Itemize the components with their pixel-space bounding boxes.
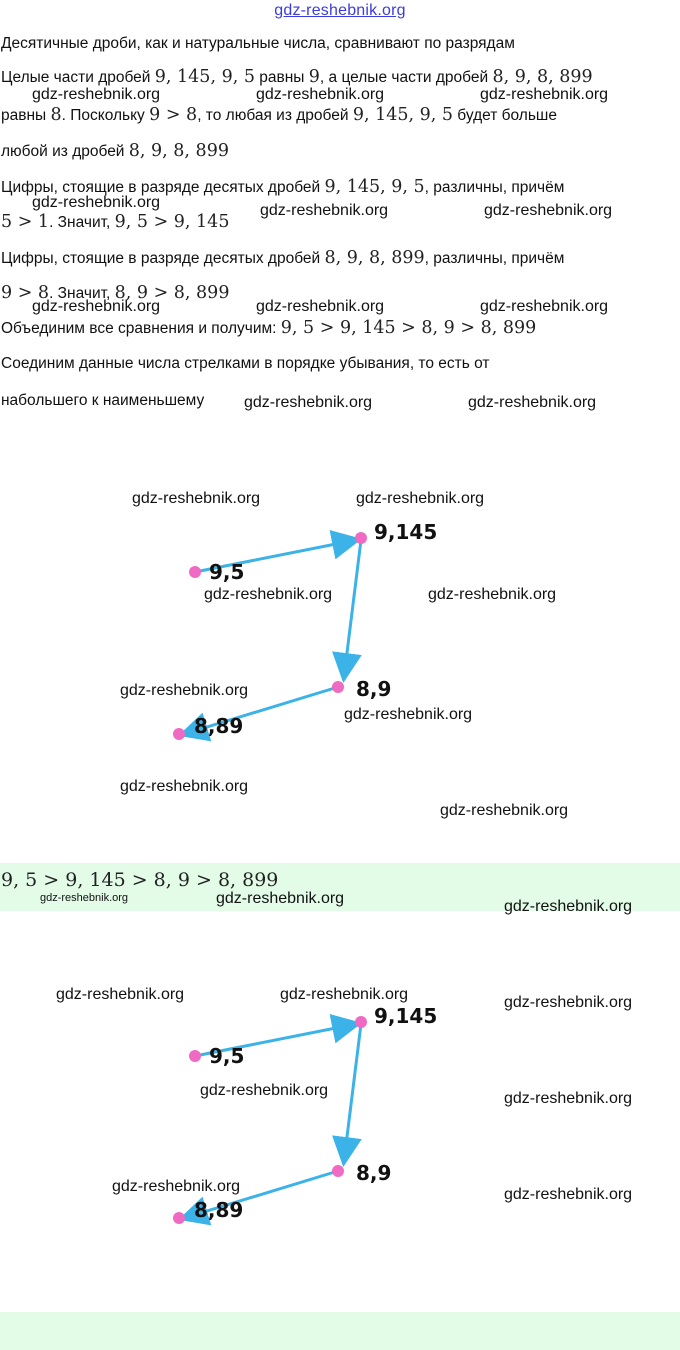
math-inline: 9, 145, 9, 5 [324,177,425,197]
point-9-5 [189,566,201,578]
text-line-7: Цифры, стоящие в разряде десятых дробей 8, 9, 8, 899, различны, причём [1,248,565,268]
text-line-9: Объединим все сравнения и получим: 9, 5 > 9, 145 > 8, 9 > 8, 899 [1,318,537,338]
math-inline: 8, 9 > 8, 899 [114,283,230,303]
watermark: gdz-reshebnik.org [504,1186,633,1203]
watermark: gdz-reshebnik.org [120,778,249,795]
label-8-89: 8,89 [194,714,244,738]
watermark: gdz-reshebnik.org [468,394,597,411]
math-inline: 9 [308,67,320,87]
watermark: gdz-reshebnik.org [280,986,409,1003]
text-intro: Десятичные дроби, как и натуральные числа, сравнивают по разрядам [1,35,515,52]
point-8-89 [173,1212,185,1224]
label-8-9: 8,9 [356,1161,392,1185]
watermark: gdz-reshebnik.org [200,1082,329,1099]
label-8-89: 8,89 [194,1198,244,1222]
watermark: gdz-reshebnik.org [504,994,633,1011]
label-9-5: 9,5 [209,1044,245,1068]
watermark: gdz-reshebnik.org [356,490,485,507]
math-inline: 9, 5 > 9, 145 [114,212,230,232]
watermark: gdz-reshebnik.org [504,1090,633,1107]
watermark: gdz-reshebnik.org [132,490,261,507]
watermark: gdz-reshebnik.org [504,898,633,915]
watermark: gdz-reshebnik.org [216,890,345,907]
watermark: gdz-reshebnik.org [428,586,557,603]
text-line-8: 9 > 8. Значит, 8, 9 > 8, 899 [1,283,230,303]
math-inline: 8, 9, 8, 899 [324,248,425,268]
point-8-89 [173,728,185,740]
watermark: gdz-reshebnik.org [480,86,609,103]
point-9-145 [355,1016,367,1028]
watermark: gdz-reshebnik.org [484,202,613,219]
text-line-3: равны 8. Поскольку 9 > 8, то любая из дробей 9, 145, 9, 5 будет больше [1,105,557,125]
text-line-5: Цифры, стоящие в разряде десятых дробей 9, 145, 9, 5, различны, причём [1,177,565,197]
watermark: gdz-reshebnik.org [440,802,569,819]
site-header-link[interactable]: gdz-reshebnik.org [274,2,406,19]
text-line-6: 5 > 1. Значит, 9, 5 > 9, 145 [1,212,230,232]
arrow-diagram-2 [0,984,680,1244]
watermark: gdz-reshebnik.org [344,706,473,723]
label-8-9: 8,9 [356,677,392,701]
arrow-diagram-1 [0,500,680,760]
label-9-145: 9,145 [374,1004,438,1028]
answer-expression: 9, 5 > 9, 145 > 8, 9 > 8, 899 [1,869,279,891]
watermark: gdz-reshebnik.org [480,298,609,315]
math-inline: 9, 5 > 9, 145 > 8, 9 > 8, 899 [280,318,537,338]
math-inline: 8, 9, 8, 899 [492,67,593,87]
point-8-9 [332,1165,344,1177]
text-line-2: Целые части дробей 9, 145, 9, 5 равны 9, а целые части дробей 8, 9, 8, 899 [1,67,593,87]
watermark: gdz-reshebnik.org [204,586,333,603]
math-inline: 9 > 8 [1,283,50,303]
math-inline: 8 [50,105,62,125]
watermark: gdz-reshebnik.org [40,892,129,904]
point-9-5 [189,1050,201,1062]
arrow-9-145-to-8-9 [344,540,361,677]
answer-highlight-box-2 [0,1312,680,1350]
math-inline: 9, 145, 9, 5 [154,67,255,87]
watermark: gdz-reshebnik.org [244,394,373,411]
text-line-10: Соединим данные числа стрелками в порядке убывания, то есть от [1,355,490,372]
label-9-5: 9,5 [209,560,245,584]
watermark: gdz-reshebnik.org [256,298,385,315]
text-line-4: любой из дробей 8, 9, 8, 899 [1,141,229,161]
text-line-11: набольшего к наименьшему [1,392,205,409]
watermark: gdz-reshebnik.org [120,682,249,699]
math-inline: 9, 145, 9, 5 [352,105,453,125]
label-9-145: 9,145 [374,520,438,544]
watermark: gdz-reshebnik.org [112,1178,241,1195]
point-9-145 [355,532,367,544]
watermark: gdz-reshebnik.org [32,298,161,315]
point-8-9 [332,681,344,693]
text-line-1 [1,33,515,55]
watermark: gdz-reshebnik.org [260,202,389,219]
math-inline: 5 > 1 [1,212,50,232]
watermark: gdz-reshebnik.org [32,86,161,103]
watermark: gdz-reshebnik.org [56,986,185,1003]
watermark: gdz-reshebnik.org [32,194,161,211]
arrow-9-145-to-8-9 [344,1024,361,1161]
math-inline: 9 > 8 [149,105,198,125]
watermark: gdz-reshebnik.org [256,86,385,103]
math-inline: 8, 9, 8, 899 [128,141,229,161]
